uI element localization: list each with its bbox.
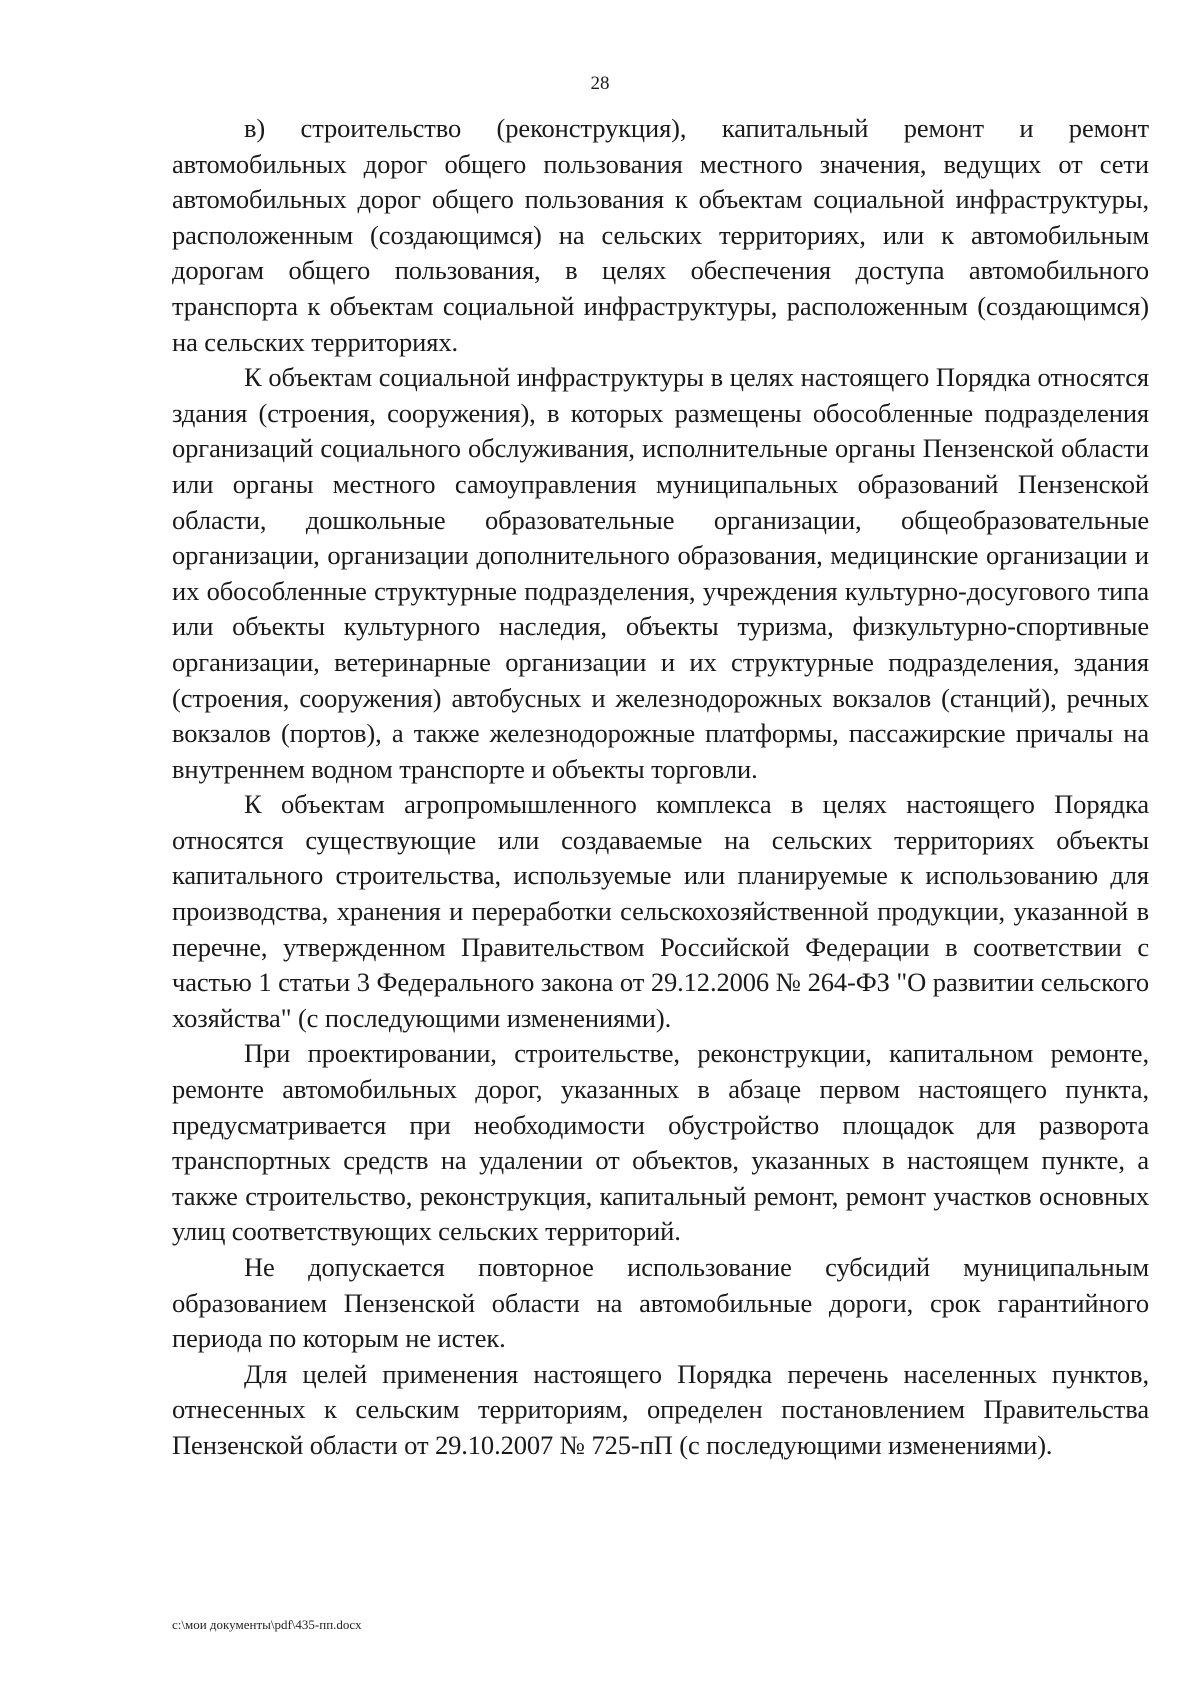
document-body — [172, 111, 1149, 1464]
page-number: 28 — [590, 73, 610, 94]
paragraph-road-construction: в) строительство (реконструкция), капитальный ремонт и ремонт автомобильных дорог общего пользования местного значения, ведущих от сети автомобильных дорог общего пользования к объектам социальной инфраструктуры, расположенным (создающимся) на сельских территориях, или к автомобильным дорогам общего пользования, в целях обеспечения доступа автомобильного транспорта к объектам социальной инфраструктуры, расположенным (создающимся) на сельских территориях. — [172, 113, 1149, 357]
footer-file-path: c:\мои документы\pdf\435-пп.docx — [172, 1617, 362, 1632]
paragraph-social-infrastructure: К объектам социальной инфраструктуры в целях настоящего Порядка относятся здания (строения, сооружения), в которых размещены обособленные подразделения организаций социального обслуживания, исполнительные органы Пензенской области или органы местного самоуправления муниципальных образований Пензенской области, дошкольные образовательные организации, общеобразовательные организации, организации дополнительного образования, медицинские организации и их обособленные структурные подразделения, учреждения культурно-досугового типа или объекты культурного наследия, объекты туризма, физкультурно-спортивные организации, ветеринарные организации и их структурные подразделения, здания (строения, сооружения) автобусных и железнодорожных вокзалов (станций), речных вокзалов (портов), а также железнодорожные платформы, пассажирские причалы на внутреннем водном транспорте и объекты торговли. — [172, 362, 1149, 784]
paragraph-agro-industrial-complex: К объектам агропромышленного комплекса в целях настоящего Порядка относятся существующие или создаваемые на сельских территориях объекты капитального строительства, используемые или планируемые к использованию для производства, хранения и переработки сельскохозяйственной продукции, указанной в перечне, утвержденном Правительством Российской Федерации в соответствии с частью 1 статьи 3 Федерального закона от 29.12.2006 № 264-ФЗ "О развитии сельского хозяйства" (с последующими изменениями). — [172, 789, 1149, 1033]
paragraph-rural-settlements: Для целей применения настоящего Порядка перечень населенных пунктов, отнесенных к сельским территориям, определен постановлением Правительства Пензенской области от 29.10.2007 № 725-пП (с последующими изменениями). — [172, 1358, 1149, 1460]
paragraph-design-construction: При проектировании, строительстве, реконструкции, капитальном ремонте, ремонте автомобильных дорог, указанных в абзаце первом настоящего пункта, предусматривается при необходимости обустройство площадок для разворота транспортных средств на удалении от объектов, указанных в настоящем пункте, а также строительство, реконструкция, капитальный ремонт, ремонт участков основных улиц соответствующих сельских территорий. — [172, 1038, 1149, 1247]
paragraph-subsidy-reuse: Не допускается повторное использование субсидий муниципальным образованием Пензенской области на автомобильные дороги, срок гарантийного периода по которым не истек. — [172, 1252, 1149, 1354]
